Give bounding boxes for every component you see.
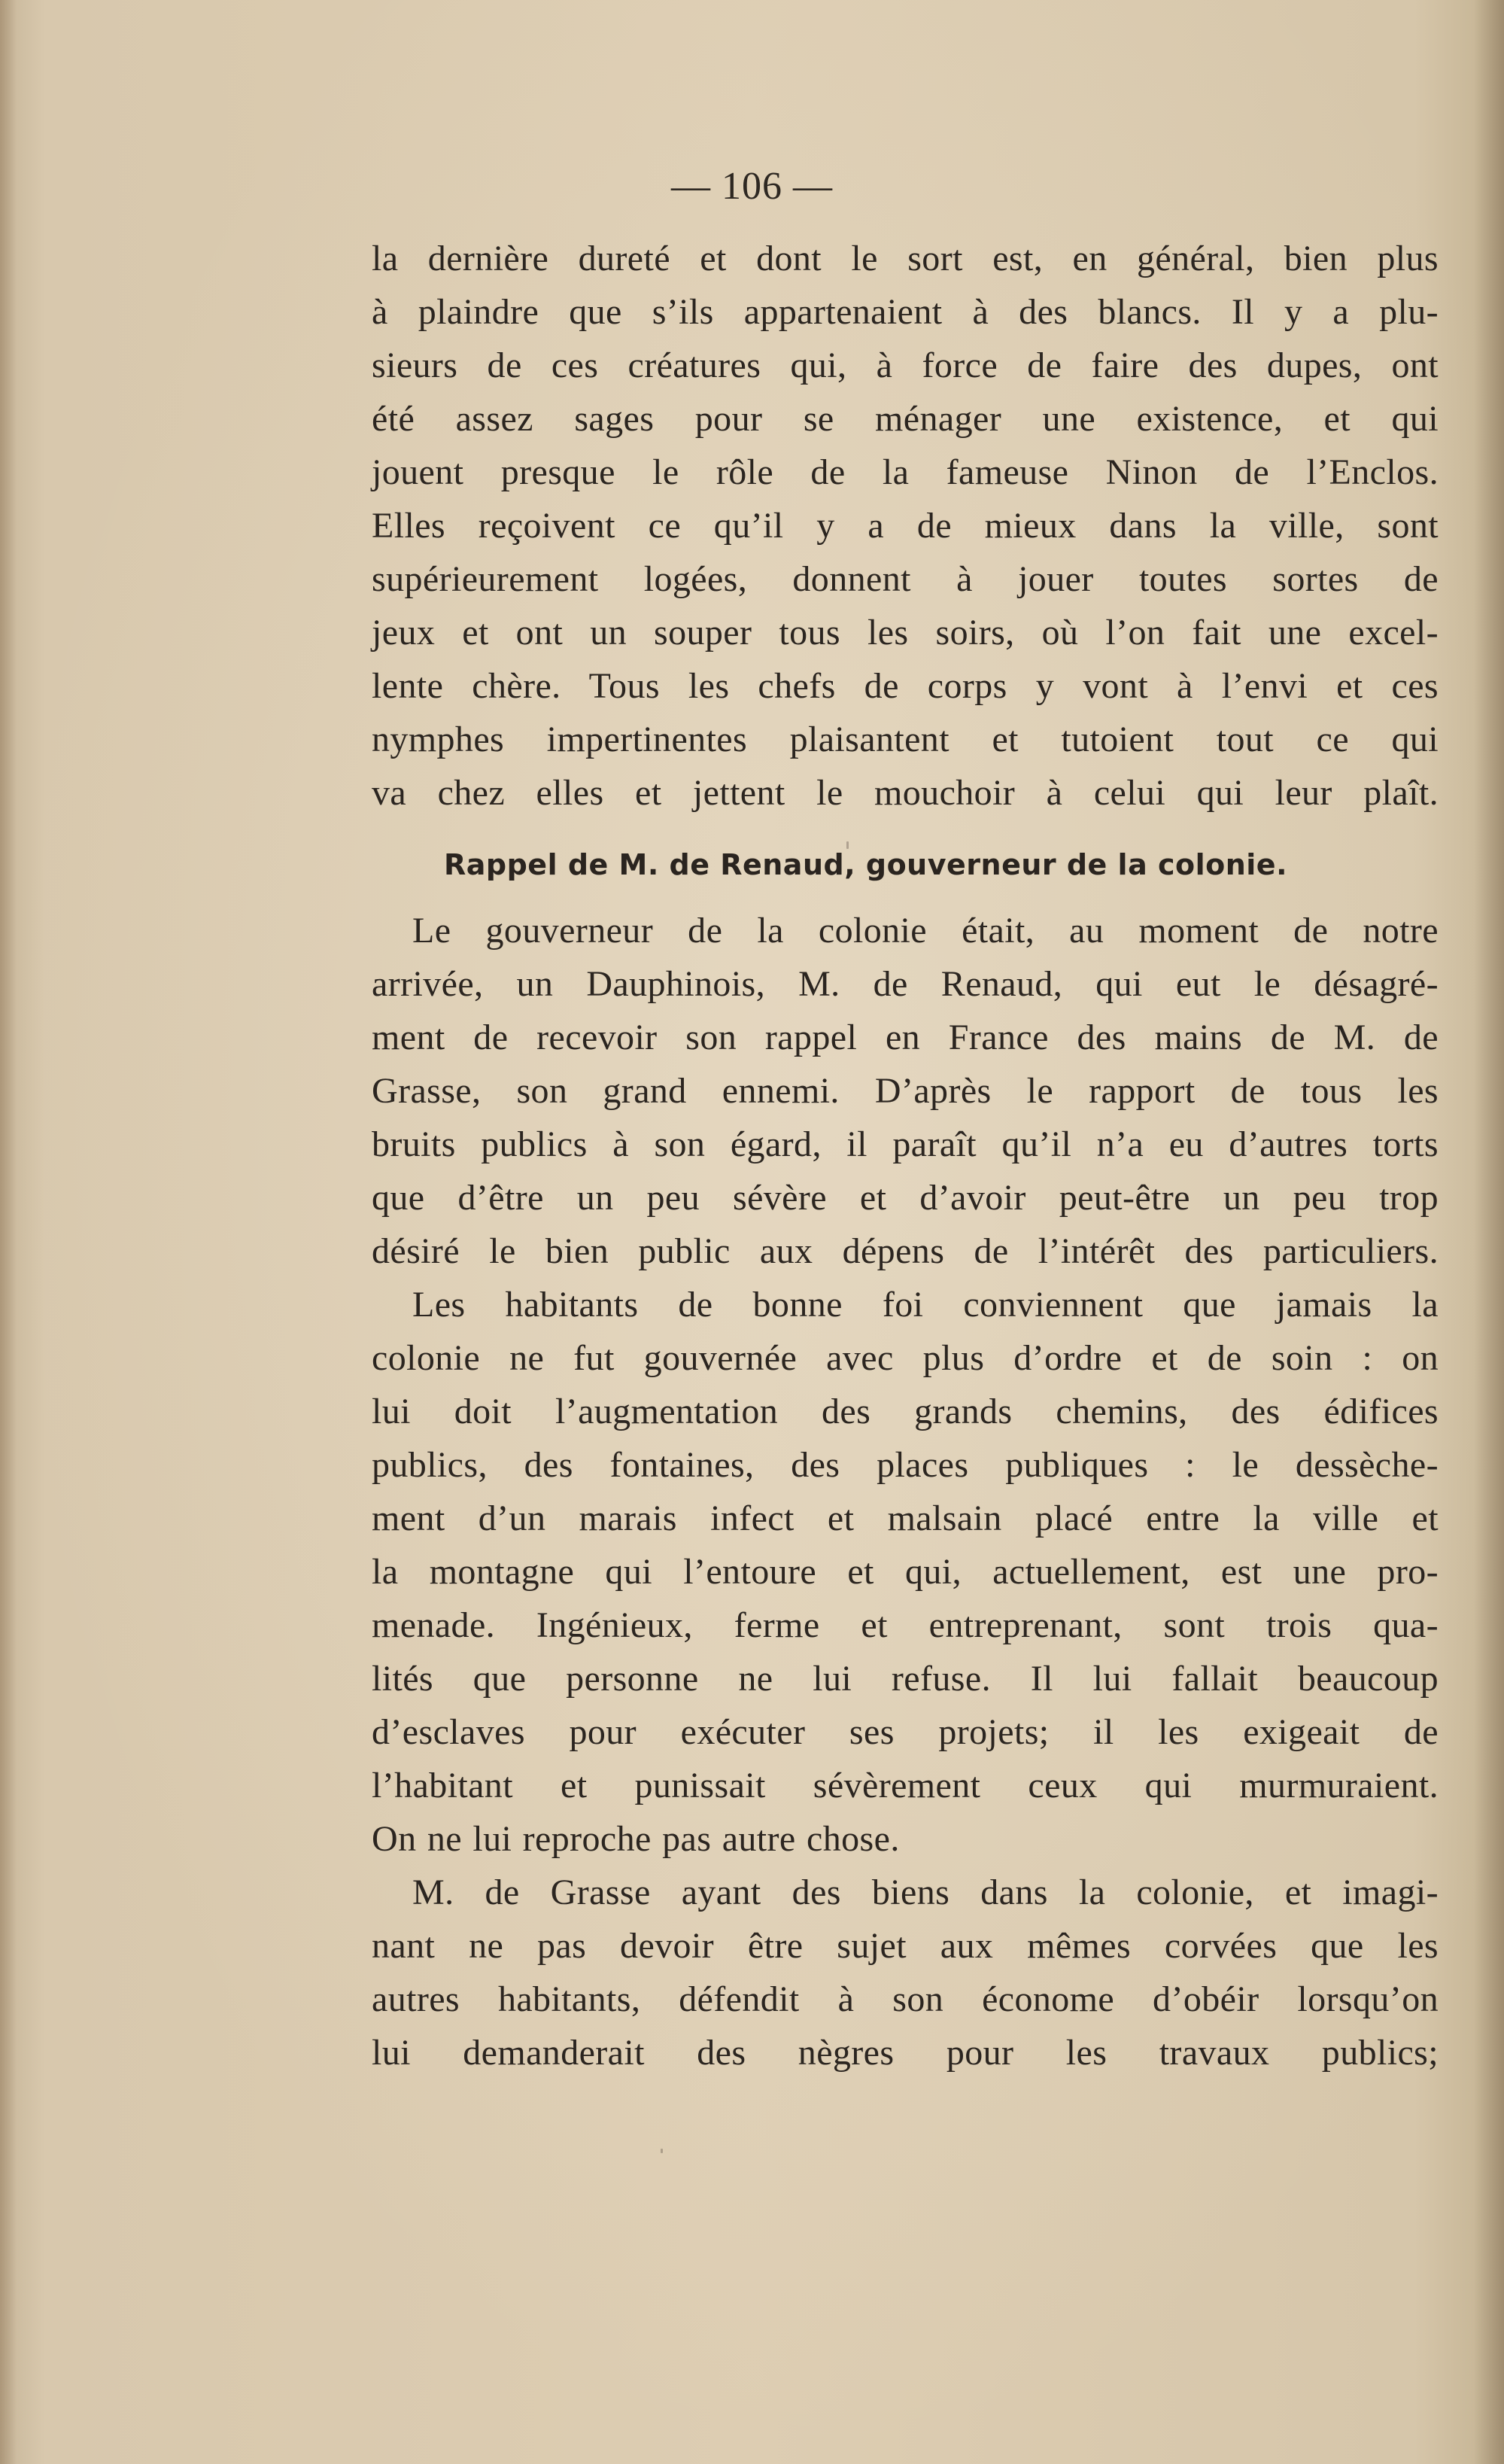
text-line: l’habitant et punissait sévèrement ceux qui murmuraient.	[372, 1766, 1439, 1805]
text-line: sieurs de ces créatures qui, à force de faire des dupes, ont	[372, 345, 1439, 385]
text-line: été assez sages pour se ménager une existence, et qui	[372, 399, 1439, 439]
text-line: lente chère. Tous les chefs de corps y vont à l’envi et ces	[372, 666, 1439, 706]
text-line: ment d’un marais infect et malsain placé entre la ville et	[372, 1498, 1439, 1538]
text-line: lui demanderait des nègres pour les travaux publics;	[372, 2033, 1439, 2073]
text-line: nant ne pas devoir être sujet aux mêmes corvées que les	[372, 1926, 1439, 1966]
text-line: supérieurement logées, donnent à jouer toutes sortes de	[372, 559, 1439, 599]
text-line: colonie ne fut gouvernée avec plus d’ordre et de soin : on	[372, 1338, 1439, 1378]
text-line: à plaindre que s’ils appartenaient à des blancs. Il y a plu-	[372, 292, 1439, 332]
paragraph-first-line: M. de Grasse ayant des biens dans la colonie, et imagi-	[412, 1872, 1439, 1912]
text-line: lui doit l’augmentation des grands chemins, des édifices	[372, 1392, 1439, 1431]
text-line: menade. Ingénieux, ferme et entreprenant, sont trois qua-	[372, 1605, 1439, 1645]
section-heading: Rappel de M. de Renaud, gouverneur de la colonie.	[444, 848, 1288, 881]
text-line: bruits publics à son égard, il paraît qu’il n’a eu d’autres torts	[372, 1124, 1439, 1164]
text-line: d’esclaves pour exécuter ses projets; il les exigeait de	[372, 1712, 1439, 1752]
text-line: va chez elles et jettent le mouchoir à celui qui leur plaît.	[372, 773, 1439, 813]
text-line: Elles reçoivent ce qu’il y a de mieux dans la ville, sont	[372, 506, 1439, 546]
text-line: que d’être un peu sévère et d’avoir peut-être un peu trop	[372, 1178, 1439, 1218]
paragraph-first-line: Les habitants de bonne foi conviennent que jamais la	[412, 1285, 1439, 1325]
paper-speck	[661, 2149, 663, 2153]
body-text	[372, 232, 1439, 2079]
text-line: désiré le bien public aux dépens de l’intérêt des particuliers.	[372, 1231, 1439, 1271]
text-line: publics, des fontaines, des places publiques : le dessèche-	[372, 1445, 1439, 1485]
text-line: On ne lui reproche pas autre chose.	[372, 1819, 900, 1859]
text-line: la montagne qui l’entoure et qui, actuellement, est une pro-	[372, 1552, 1439, 1592]
paragraph-first-line: Le gouverneur de la colonie était, au moment de notre	[412, 911, 1439, 951]
page-left-shadow	[0, 0, 17, 2464]
page-right-shadow	[1474, 0, 1504, 2464]
text-line: autres habitants, défendit à son économe d’obéir lorsqu’on	[372, 1979, 1439, 2019]
text-line: jeux et ont un souper tous les soirs, où l’on fait une excel-	[372, 613, 1439, 653]
text-line: jouent presque le rôle de la fameuse Ninon de l’Enclos.	[372, 452, 1439, 492]
text-line: ment de recevoir son rappel en France des mains de M. de	[372, 1018, 1439, 1057]
text-line: Grasse, son grand ennemi. D’après le rapport de tous les	[372, 1071, 1439, 1111]
text-line: arrivée, un Dauphinois, M. de Renaud, qui eut le désagré-	[372, 964, 1439, 1004]
text-line: nymphes impertinentes plaisantent et tutoient tout ce qui	[372, 719, 1439, 759]
text-line: la dernière dureté et dont le sort est, en général, bien plus	[372, 239, 1439, 278]
text-line: lités que personne ne lui refuse. Il lui fallait beaucoup	[372, 1659, 1439, 1699]
page-number: — 106 —	[671, 165, 833, 208]
